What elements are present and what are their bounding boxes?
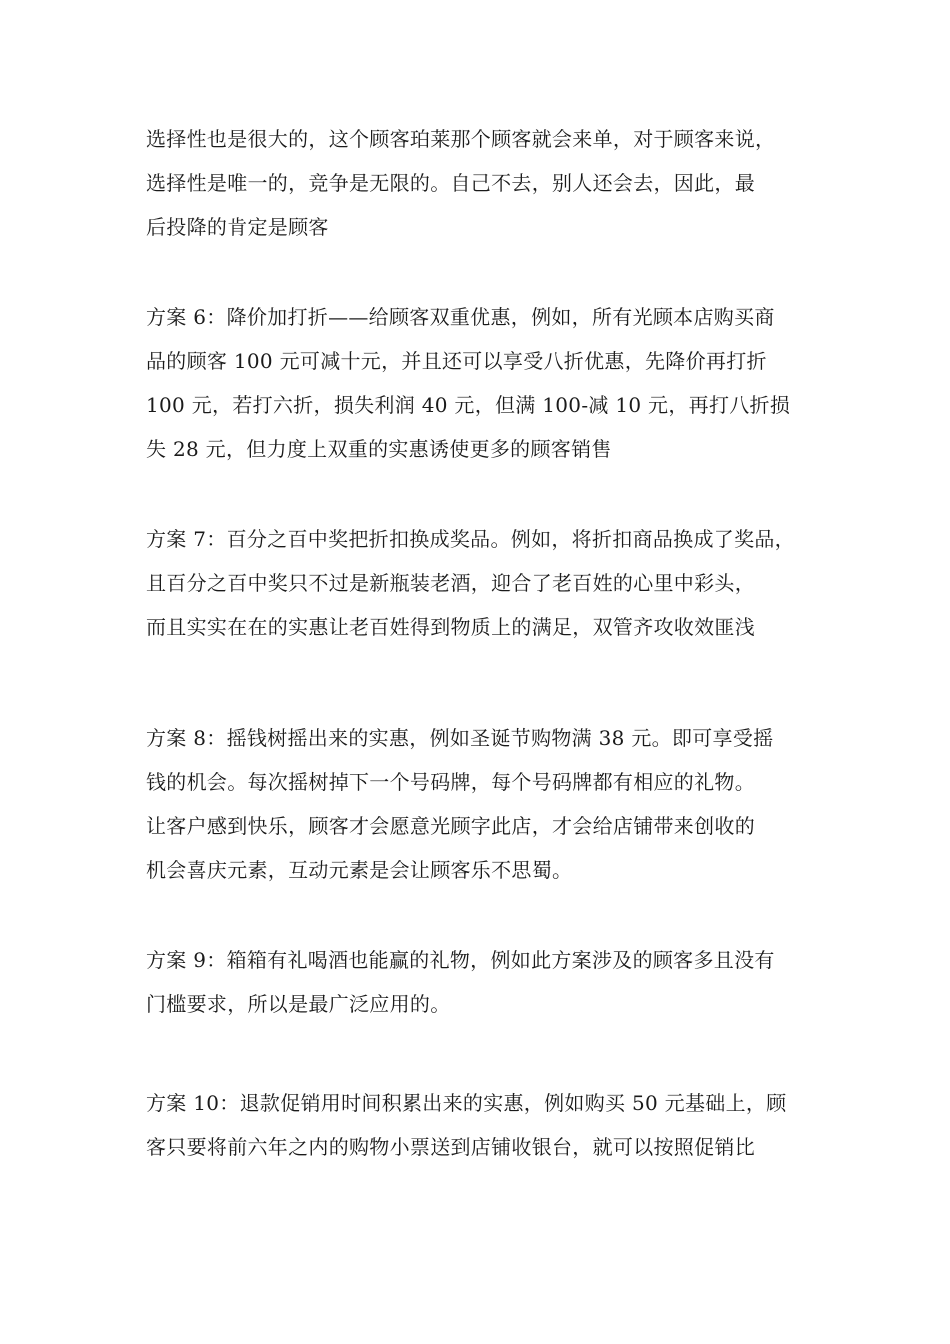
paragraph-selectivity	[146, 117, 866, 249]
text-line: 方案 7：百分之百中奖把折扣换成奖品。例如，将折扣商品换成了奖品，	[146, 527, 795, 551]
text-line: 且百分之百中奖只不过是新瓶装老酒，迎合了老百姓的心里中彩头，	[146, 571, 755, 595]
text-line: 失 28 元，但力度上双重的实惠诱使更多的顾客销售	[146, 437, 612, 461]
text-line: 客只要将前六年之内的购物小票送到店铺收银台，就可以按照促销比	[146, 1135, 755, 1159]
text-line: 方案 8：摇钱树摇出来的实惠，例如圣诞节购物满 38 元。即可享受摇	[146, 726, 774, 750]
text-line: 钱的机会。每次摇树掉下一个号码牌，每个号码牌都有相应的礼物。	[146, 770, 755, 794]
paragraph-plan-8	[146, 716, 866, 892]
text-line: 让客户感到快乐，顾客才会愿意光顾字此店，才会给店铺带来创收的	[146, 814, 755, 838]
text-line: 品的顾客 100 元可减十元，并且还可以享受八折优惠，先降价再打折	[146, 349, 767, 373]
text-line: 而且实实在在的实惠让老百姓得到物质上的满足，双管齐攻收效匪浅	[146, 615, 755, 639]
text-line: 100 元，若打六折，损失利润 40 元，但满 100-减 10 元，再打八折损	[146, 393, 791, 417]
text-line: 机会喜庆元素，互动元素是会让顾客乐不思蜀。	[146, 858, 573, 882]
text-line: 选择性也是很大的，这个顾客珀莱那个顾客就会来单，对于顾客来说，	[146, 127, 776, 151]
text-line: 方案 9：箱箱有礼喝酒也能赢的礼物，例如此方案涉及的顾客多且没有	[146, 948, 775, 972]
text-line: 门槛要求，所以是最广泛应用的。	[146, 992, 451, 1016]
paragraph-plan-10	[146, 1081, 866, 1169]
text-line: 方案 6：降价加打折——给顾客双重优惠，例如，所有光顾本店购买商	[146, 305, 775, 329]
text-line: 后投降的肯定是顾客	[146, 215, 329, 239]
text-line: 选择性是唯一的，竞争是无限的。自己不去，别人还会去，因此，最	[146, 171, 755, 195]
paragraph-plan-7	[146, 517, 866, 649]
paragraph-plan-9	[146, 938, 866, 1026]
text-line: 方案 10：退款促销用时间积累出来的实惠，例如购买 50 元基础上，顾	[146, 1091, 787, 1115]
paragraph-plan-6	[146, 295, 866, 471]
